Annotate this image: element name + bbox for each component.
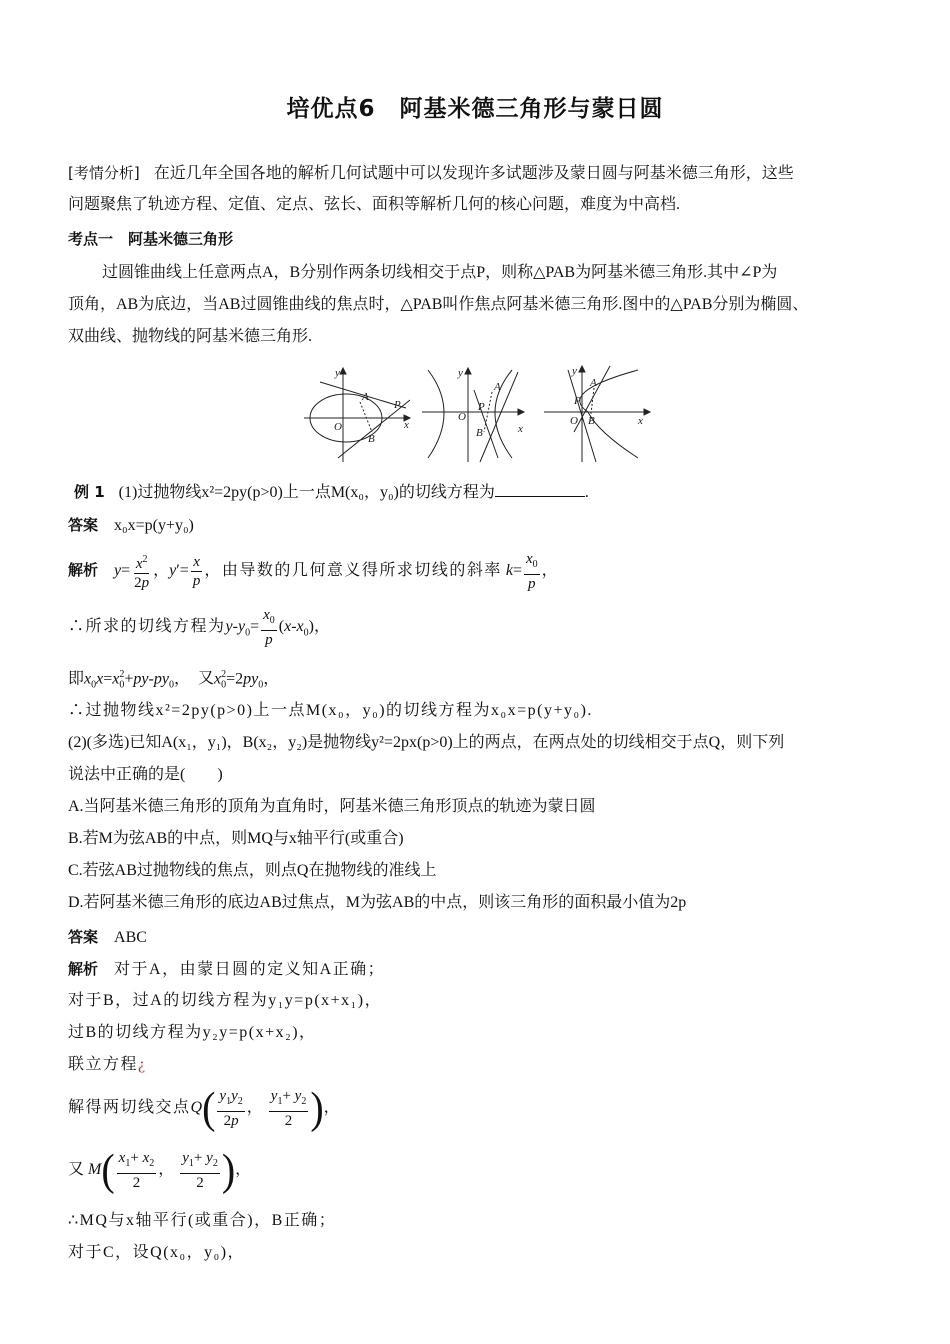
definition-line-3: 双曲线、抛物线的阿基米德三角形. bbox=[68, 328, 313, 345]
ellipse-diagram bbox=[304, 367, 410, 462]
hyperbola-x-arrow bbox=[518, 409, 524, 415]
analysis1-line-2-pre: ∴所求的切线方程为 bbox=[68, 618, 226, 636]
fraction-y1-plus-y2-over-2: $\frac{y_1+ y_2}{2}$ bbox=[270, 1087, 307, 1129]
render-glyph: ¿ bbox=[138, 1056, 147, 1073]
hyperbola-label-o: O bbox=[458, 411, 466, 423]
hyperbola-y-arrow bbox=[465, 368, 471, 374]
analysis2-line-4 bbox=[68, 1054, 147, 1076]
option-c: C.若弦AB过抛物线的焦点，则点Q在抛物线的准线上 bbox=[68, 862, 437, 879]
q1-text: (1)过抛物线x²=2py(p>0)上一点M(x₀，y₀)的切线方程为 bbox=[118, 484, 495, 501]
parabola-label-p: P bbox=[574, 395, 581, 407]
question2-line-2: 说法中正确的是( ) bbox=[68, 766, 223, 783]
analysis1-line-2: ∴所求的切线方程为$y-y_0=$ $\frac{x_0}{p}$ $(x-x_0)$， bbox=[68, 607, 330, 648]
analysis2-line-2: 对于B，过A的切线方程为y₁y=p(x+x₁)， bbox=[68, 992, 383, 1009]
analysis2-s5-pre: 解得两切线交点 bbox=[68, 1099, 191, 1116]
analysis2-line-3: 过B的切线方程为y₂y=p(x+x₂)， bbox=[68, 1024, 317, 1041]
analysis2-line-8: 对于C，设Q(x₀，y₀)， bbox=[68, 1244, 246, 1261]
analysis2-line-7: ∴MQ与x轴平行(或重合)，B正确； bbox=[68, 1212, 337, 1229]
analysis-tag: 解析 bbox=[68, 561, 99, 580]
analysis1-line-3-pre: 即 bbox=[68, 670, 85, 688]
analysis2-s4: 联立方程 bbox=[68, 1056, 139, 1073]
ellipse-label-b: B bbox=[368, 433, 375, 445]
intro-tag: [考情分析] bbox=[68, 164, 140, 182]
hyperbola-label-y: y bbox=[458, 367, 463, 379]
hyperbola-left-branch bbox=[428, 370, 444, 458]
hyperbola-diagram bbox=[422, 367, 524, 462]
analysis2-s1: 对于A，由蒙日圆的定义知A正确； bbox=[114, 961, 386, 978]
analysis1-line-1: 解析 y= $\frac{x^2}{2p}$ ，y′= $\frac{x}{p}$ ，由导数的几何意义得所求切线的斜率 k= $\frac{x_0}{p}$ ， bbox=[68, 551, 558, 592]
hyperbola-label-p: P bbox=[478, 401, 485, 413]
fraction-x2-over-2p: $\frac{x^2}{2p}$ bbox=[132, 551, 151, 592]
parabola-curve bbox=[580, 370, 638, 458]
option-b: B.若M为弦AB的中点，则MQ与x轴平行(或重合) bbox=[68, 830, 404, 847]
answer2-text: ABC bbox=[114, 929, 147, 946]
archimedes-triangles-figure bbox=[298, 362, 660, 466]
option-a: A.当阿基米德三角形的顶角为直角时，阿基米德三角形顶点的轨迹为蒙日圆 bbox=[68, 798, 596, 815]
hyperbola-label-b: B bbox=[476, 427, 483, 439]
ellipse-y-arrow bbox=[340, 368, 346, 374]
analysis1-line-4: ∴过抛物线x²=2py(p>0)上一点M(x₀，y₀)的切线方程为x₀x=p(y+y₀). bbox=[68, 702, 593, 719]
intro-line-2: 问题聚焦了轨迹方程、定值、定点、弦长、面积等解析几何的核心问题，难度为中高档. bbox=[68, 196, 681, 213]
q1-end: . bbox=[584, 484, 589, 501]
question2-line-1: (2)(多选)已知A(x₁，y₁)，B(x₂，y₂)是抛物线y²=2px(p>0)上的两点，在两点处的切线相交于点Q，则下列 bbox=[68, 734, 785, 751]
answer2-line bbox=[68, 926, 147, 949]
fraction-x0-over-p-2: $\frac{x_0}{p}$ bbox=[263, 607, 275, 648]
analysis2-s6-pre: 又 bbox=[68, 1161, 85, 1178]
analysis2-line-6: 又 M( $\frac{x_1+ x_2}{2}$ ， $\frac{y_1+ y_2}{2}$ )， bbox=[68, 1145, 252, 1195]
parabola-label-o: O bbox=[570, 415, 578, 427]
fraction-x-over-p: $\frac{x}{p}$ bbox=[192, 554, 201, 589]
analysis2-tag: 解析 bbox=[68, 960, 99, 978]
answer1-line bbox=[68, 514, 194, 537]
example1-question1 bbox=[68, 480, 589, 504]
parabola-diagram bbox=[544, 365, 650, 462]
analysis1-mid: ，由导数的几何意义得所求切线的斜率 bbox=[204, 562, 502, 580]
ellipse-chord bbox=[360, 402, 372, 432]
page-title: 培优点6 阿基米德三角形与蒙日圆 bbox=[286, 96, 664, 122]
fraction-x1-plus-x2-over-2: $\frac{x_1+ x_2}{2}$ bbox=[118, 1149, 155, 1191]
answer-blank bbox=[495, 480, 585, 497]
ellipse-label-y: y bbox=[335, 367, 340, 379]
parabola-label-x: x bbox=[638, 415, 643, 427]
analysis1-line-3: 即$x_0x=x_0^2+py-py_0$， 又$x_0^2=2py_0$， bbox=[68, 669, 280, 691]
ellipse-label-a: A bbox=[362, 391, 369, 403]
parabola-label-a: A bbox=[590, 377, 597, 389]
intro-line-1 bbox=[68, 162, 794, 185]
ellipse-label-o: O bbox=[334, 421, 342, 433]
analysis1-line-3-mid: 又 bbox=[197, 670, 214, 688]
definition-line-1: 过圆锥曲线上任意两点A，B分别作两条切线相交于点P，则称△PAB为阿基米德三角形.其中∠P为 bbox=[102, 264, 778, 281]
parabola-label-b: B bbox=[588, 415, 595, 427]
hyperbola-label-x: x bbox=[518, 423, 523, 435]
parabola-y-arrow bbox=[579, 366, 585, 372]
intro-text-1: 在近几年全国各地的解析几何试题中可以发现许多试题涉及蒙日圆与阿基米德三角形，这些 bbox=[153, 165, 794, 182]
section-heading: 考点一 阿基米德三角形 bbox=[68, 230, 234, 248]
fraction-y1y2-over-2p: $\frac{y_1y_2}{2p}$ bbox=[219, 1087, 243, 1129]
example-label: 例 1 bbox=[74, 483, 105, 501]
parabola-x-arrow bbox=[644, 409, 650, 415]
fraction-x0-over-p: $\frac{x_0}{p}$ bbox=[525, 551, 538, 592]
answer-tag: 答案 bbox=[68, 516, 99, 534]
option-d: D.若阿基米德三角形的底边AB过焦点，M为弦AB的中点，则该三角形的面积最小值为2p bbox=[68, 894, 687, 911]
ellipse-label-p: P bbox=[394, 399, 401, 411]
parabola-label-y: y bbox=[572, 365, 577, 377]
analysis2-line-1 bbox=[68, 958, 385, 981]
answer1-text: x₀x=p(y+y₀) bbox=[114, 517, 194, 534]
ellipse-label-x: x bbox=[404, 419, 409, 431]
analysis2-line-5: 解得两切线交点Q( $\frac{y_1y_2}{2p}$ ， $\frac{y_1+ y_2}{2}$ )， bbox=[68, 1083, 340, 1133]
definition-line-2: 顶角，AB为底边，当AB过圆锥曲线的焦点时，△PAB叫作焦点阿基米德三角形.图中的△PAB分别为椭圆、 bbox=[68, 296, 809, 313]
fraction-y1-plus-y2-over-2-b: $\frac{y_1+ y_2}{2}$ bbox=[182, 1149, 218, 1191]
answer2-tag: 答案 bbox=[68, 928, 99, 946]
hyperbola-label-a: A bbox=[494, 381, 501, 393]
